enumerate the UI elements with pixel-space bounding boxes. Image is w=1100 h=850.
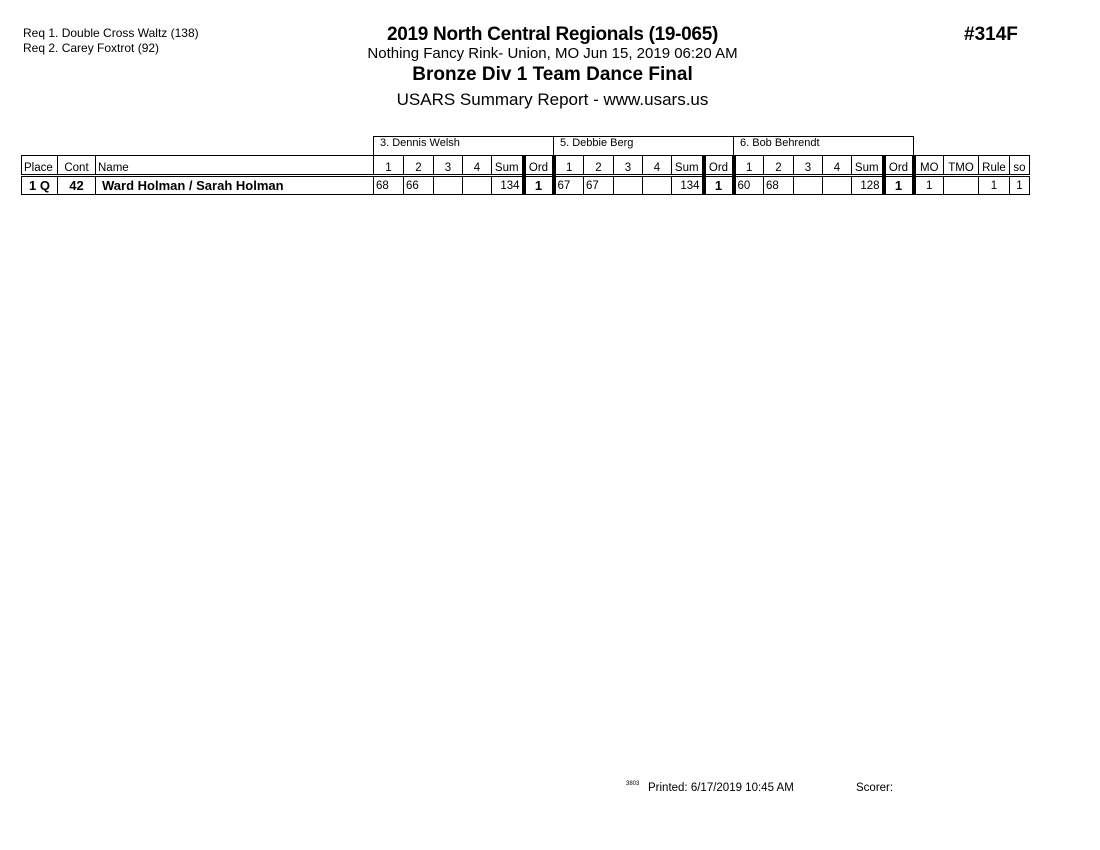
col-j1-1: 1	[374, 156, 404, 176]
table-row	[22, 176, 1030, 195]
col-j2-sum: Sum	[672, 156, 704, 176]
j2-sum: 134	[672, 176, 704, 195]
j1-score-3	[434, 176, 463, 195]
col-j1-3: 3	[434, 156, 463, 176]
col-j2-3: 3	[614, 156, 643, 176]
col-j2-4: 4	[643, 156, 672, 176]
col-so: so	[1010, 156, 1030, 176]
rule-cell: 1	[979, 176, 1010, 195]
judge-2-header: 5. Debbie Berg	[554, 137, 734, 156]
summary-table	[21, 136, 1030, 195]
column-header-row	[22, 156, 1030, 176]
venue-date: Nothing Fancy Rink- Union, MO Jun 15, 2019 06:20 AM	[367, 45, 738, 62]
judge-3-header: 6. Bob Behrendt	[734, 137, 914, 156]
col-j1-ord: Ord	[524, 156, 554, 176]
j1-ord: 1	[524, 176, 554, 195]
col-cont: Cont	[58, 156, 96, 176]
printed-timestamp: Printed: 6/17/2019 10:45 AM	[648, 782, 794, 794]
j1-score-4	[463, 176, 492, 195]
tmo-cell	[944, 176, 979, 195]
name-cell: Ward Holman / Sarah Holman	[96, 176, 374, 195]
competition-title: 2019 North Central Regionals (19-065)	[386, 24, 718, 45]
j3-score-3	[794, 176, 823, 195]
j3-score-1: 60	[734, 176, 764, 195]
col-j2-1: 1	[554, 156, 584, 176]
j1-sum: 134	[492, 176, 524, 195]
scorer-label: Scorer:	[856, 782, 894, 794]
j2-score-3	[614, 176, 643, 195]
j1-score-2: 66	[404, 176, 434, 195]
requirement-2: Req 2. Carey Foxtrot (92)	[23, 41, 160, 55]
col-mo: MO	[914, 156, 944, 176]
col-j3-1: 1	[734, 156, 764, 176]
requirement-1: Req 1. Double Cross Waltz (138)	[23, 26, 199, 40]
judge-1-header: 3. Dennis Welsh	[374, 137, 554, 156]
col-j3-2: 2	[764, 156, 794, 176]
j1-score-1: 68	[374, 176, 404, 195]
col-place: Place	[22, 156, 58, 176]
j3-ord: 1	[884, 176, 914, 195]
cont-cell: 42	[58, 176, 96, 195]
col-name: Name	[96, 156, 374, 176]
j3-sum: 128	[852, 176, 884, 195]
mo-cell: 1	[914, 176, 944, 195]
col-j3-4: 4	[823, 156, 852, 176]
col-j3-3: 3	[794, 156, 823, 176]
j2-ord: 1	[704, 176, 734, 195]
footer-code: 3803	[626, 781, 640, 787]
col-j3-sum: Sum	[852, 156, 884, 176]
place-cell: 1 Q	[22, 176, 58, 195]
col-j2-ord: Ord	[704, 156, 734, 176]
col-j1-2: 2	[404, 156, 434, 176]
j2-score-4	[643, 176, 672, 195]
judges-row	[22, 137, 1030, 156]
col-j3-ord: Ord	[884, 156, 914, 176]
col-j2-2: 2	[584, 156, 614, 176]
so-cell: 1	[1010, 176, 1030, 195]
col-j1-sum: Sum	[492, 156, 524, 176]
event-title: Bronze Div 1 Team Dance Final	[412, 64, 693, 85]
col-tmo: TMO	[944, 156, 979, 176]
j3-score-2: 68	[764, 176, 794, 195]
col-j1-4: 4	[463, 156, 492, 176]
event-number: #314F	[964, 24, 1018, 45]
j2-score-2: 67	[584, 176, 614, 195]
col-rule: Rule	[979, 156, 1010, 176]
j2-score-1: 67	[554, 176, 584, 195]
report-title: USARS Summary Report - www.usars.us	[396, 90, 709, 109]
j3-score-4	[823, 176, 852, 195]
